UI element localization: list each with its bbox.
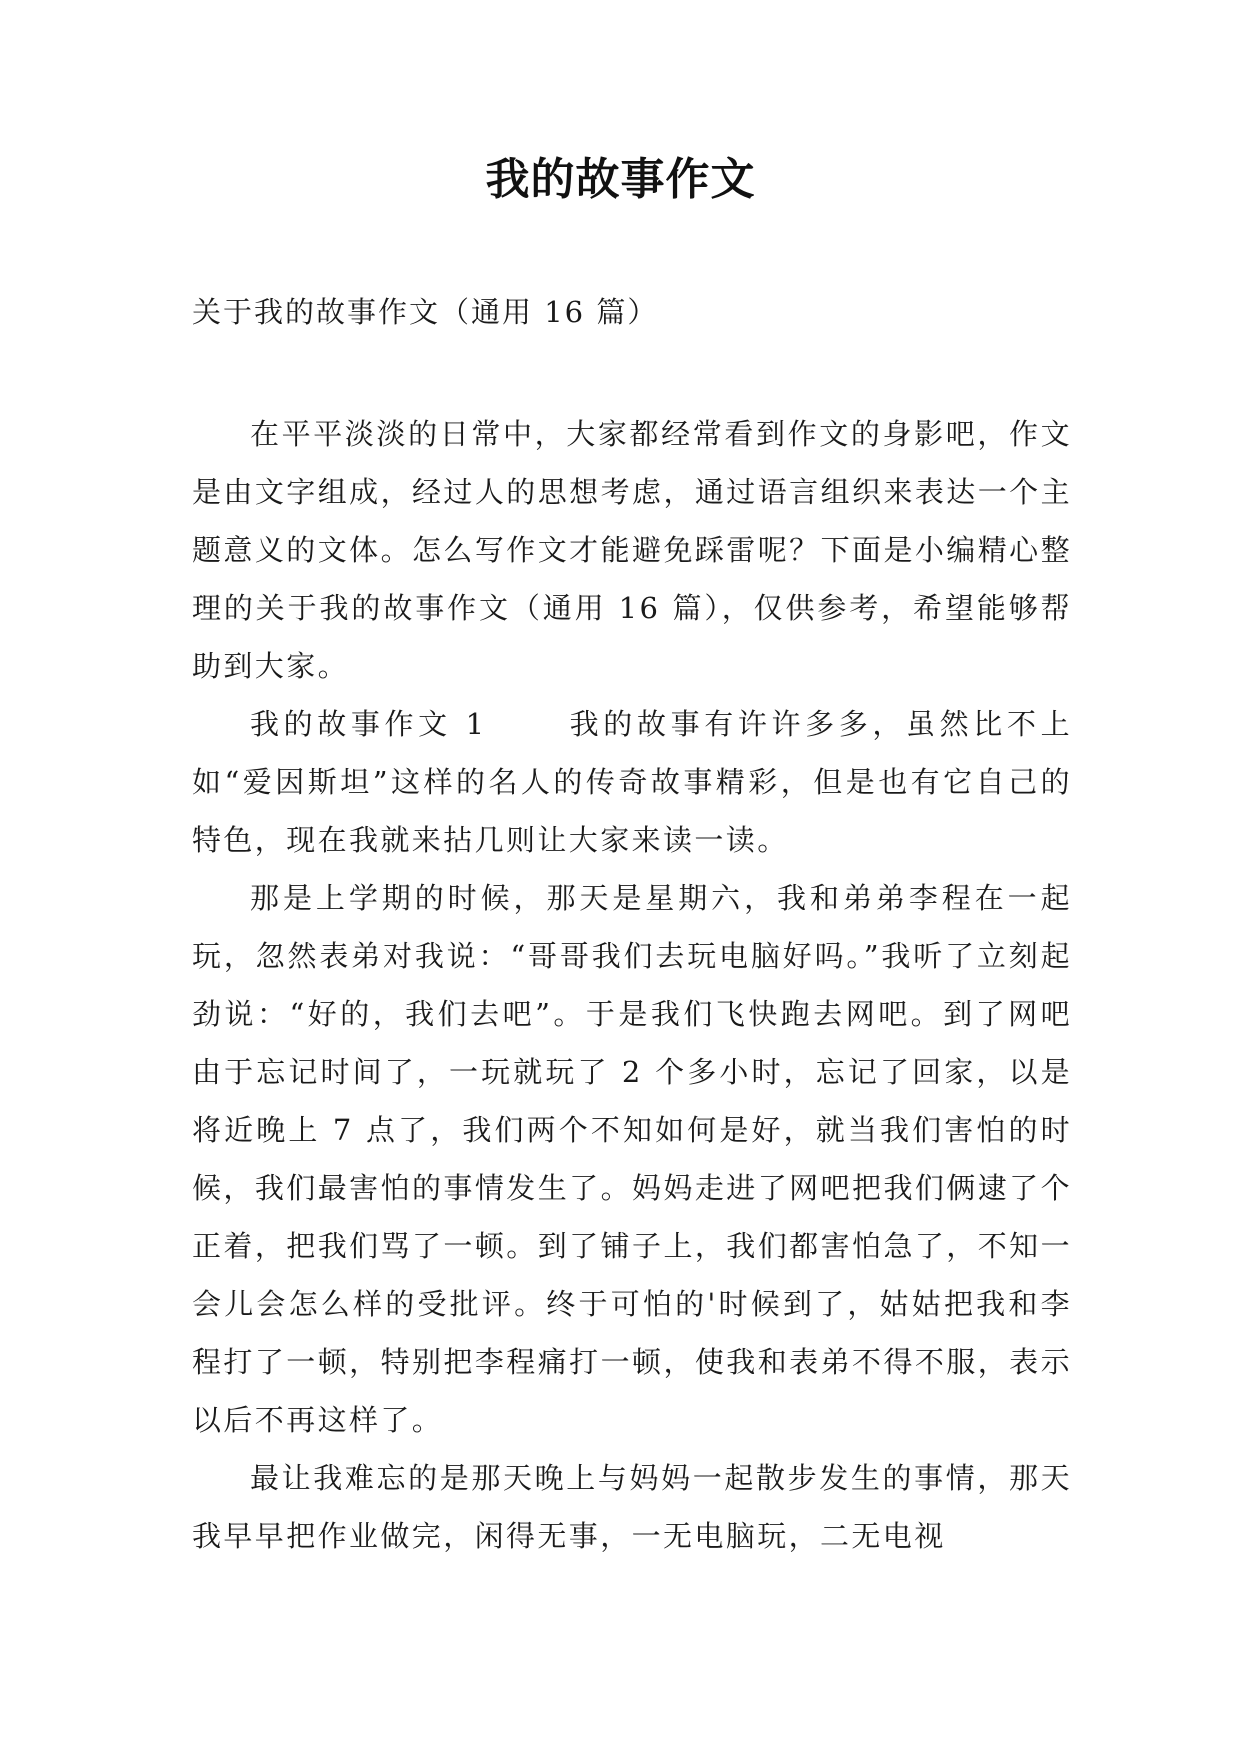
paragraph-internet-cafe: 那是上学期的时候，那天是星期六，我和弟弟李程在一起玩，忽然表弟对我说：“哥哥我们去玩电脑好吗。”我听了立刻起劲说：“好的，我们去吧”。于是我们飞快跑去网吧。到了网吧由于忘记时间了，一玩就玩了 2 个多小时，忘记了回家，以是将近晚上 7 点了，我们两个不知如何是好，就当我们害怕的时候，我们最害怕的事情发生了。妈妈走进了网吧把我们俩逮了个正着，把我们骂了一顿。到了铺子上，我们都害怕急了，不知一会儿会怎么样的受批评。终于可怕的'时候到了，姑姑把我和李程打了一顿，特别把李程痛打一顿，使我和表弟不得不服，表示以后不再这样了。 [192, 881, 1072, 1437]
paragraph-intro: 在平平淡淡的日常中，大家都经常看到作文的身影吧，作文是由文字组成，经过人的思想考虑，通过语言组织来表达一个主题意义的文体。怎么写作文才能避免踩雷呢？下面是小编精心整理的关于我的故事作文（通用 16 篇），仅供参考，希望能够帮助到大家。 [192, 417, 1072, 683]
document-subtitle: 关于我的故事作文（通用 16 篇） [192, 295, 659, 329]
paragraph-evening-walk: 最让我难忘的是那天晚上与妈妈一起散步发生的事情，那天我早早把作业做完，闲得无事，一无电脑玩，二无电视 [192, 1461, 1072, 1553]
document-title: 我的故事作文 [485, 154, 756, 205]
paragraph-story-1-opening: 我的故事作文 1 我的故事有许许多多，虽然比不上如“爱因斯坦”这样的名人的传奇故事精彩，但是也有它自己的特色，现在我就来拈几则让大家来读一读。 [192, 707, 1072, 857]
document-body [192, 405, 1072, 1565]
